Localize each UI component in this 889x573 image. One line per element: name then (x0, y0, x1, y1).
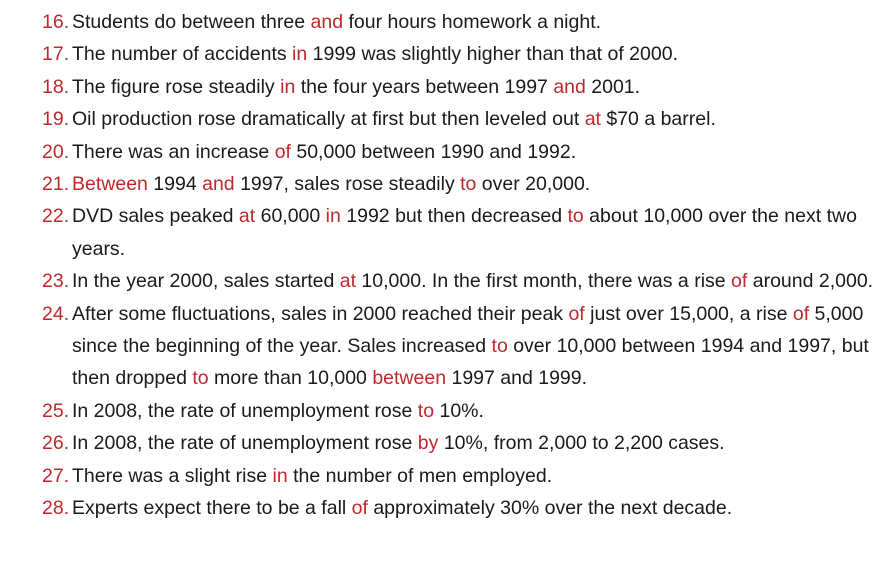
item-number: 27. (42, 464, 70, 487)
sentence-text (72, 6, 882, 38)
text-segment: The number of accidents (72, 43, 293, 66)
item-number: 19. (42, 108, 70, 131)
list-item (42, 492, 882, 524)
sentence-text (72, 200, 882, 265)
text-segment: over 20,000. (476, 173, 591, 196)
text-segment: 50,000 between 1990 and 1992. (290, 140, 577, 163)
list-item (42, 265, 882, 297)
item-number: 16. (42, 11, 70, 33)
highlighted-word: of (568, 302, 585, 325)
text-segment: 10%, from 2,000 to 2,200 cases. (438, 432, 725, 455)
highlighted-word: between (372, 367, 447, 390)
text-segment: Oil production rose dramatically at first but then leveled out (72, 108, 585, 131)
highlighted-word: to (491, 335, 508, 358)
text-segment: the four years between 1997 (295, 75, 554, 98)
highlighted-word: and (310, 11, 344, 33)
text-segment: Students do between three (72, 11, 311, 33)
highlighted-word: in (325, 205, 341, 228)
highlighted-word: at (238, 205, 256, 228)
sentence-list (42, 6, 882, 525)
text-segment: In the year 2000, sales started (72, 270, 340, 293)
list-item (42, 427, 882, 459)
text-segment: 5,000 since the beginning of the year. Sales increased (72, 302, 864, 358)
list-item (42, 103, 882, 135)
highlighted-word: to (417, 399, 435, 422)
text-segment: 10%. (434, 399, 484, 422)
list-item (42, 38, 882, 70)
highlighted-word: of (274, 140, 291, 163)
highlighted-word: of (351, 497, 368, 520)
text-segment: over 10,000 between 1994 and 1997, but then dropped (72, 335, 869, 390)
text-segment: 1997 and 1999. (446, 367, 588, 390)
text-segment: $70 a barrel. (600, 108, 716, 131)
text-segment: the number of men employed. (287, 464, 553, 487)
text-segment: about 10,000 over the next two years. (72, 205, 857, 260)
highlighted-word: and (553, 75, 586, 98)
item-number: 26. (42, 432, 70, 455)
text-segment: four hours homework a night. (343, 11, 602, 33)
text-segment: 10,000. In the first month, there was a rise (356, 270, 732, 293)
highlighted-word: in (272, 464, 288, 487)
text-segment: more than 10,000 (208, 367, 373, 390)
sentence-text (72, 492, 882, 524)
list-item (42, 395, 882, 427)
sentence-text (72, 427, 882, 459)
highlighted-word: of (792, 302, 810, 325)
item-number: 24. (42, 302, 70, 325)
highlighted-word: and (202, 173, 235, 196)
sentence-text (72, 103, 882, 135)
item-number: 20. (42, 140, 70, 163)
sentence-text (72, 395, 882, 427)
sentence-text (72, 71, 882, 103)
item-number: 23. (42, 270, 70, 293)
highlighted-word: of (731, 270, 748, 293)
text-segment: 60,000 (255, 205, 326, 228)
highlighted-word: Between (72, 173, 148, 196)
text-segment: There was a slight rise (72, 464, 273, 487)
item-number: 21. (42, 173, 70, 196)
sentence-text (72, 136, 882, 168)
highlighted-word: at (584, 108, 601, 131)
highlighted-word: by (417, 432, 439, 455)
highlighted-word: at (339, 270, 357, 293)
list-item (42, 168, 882, 200)
sentence-text (72, 168, 882, 200)
item-number: 17. (42, 43, 70, 66)
item-number: 22. (42, 205, 70, 228)
text-segment: There was an increase (72, 140, 275, 163)
text-segment: 1999 was slightly higher than that of 2000. (307, 43, 678, 66)
text-segment: In 2008, the rate of unemployment rose (72, 399, 418, 422)
text-segment: just over 15,000, a rise (584, 302, 793, 325)
item-number: 25. (42, 399, 70, 422)
list-item (42, 298, 882, 395)
text-segment: After some fluctuations, sales in 2000 reached their peak (72, 302, 569, 325)
highlighted-word: in (280, 75, 296, 98)
text-segment: 1994 (147, 173, 203, 196)
item-number: 28. (42, 497, 70, 520)
text-segment: approximately 30% over the next decade. (367, 497, 733, 520)
list-item (42, 71, 882, 103)
list-item (42, 6, 882, 38)
text-segment: 1997, sales rose steadily (234, 173, 461, 196)
text-segment: In 2008, the rate of unemployment rose (72, 432, 418, 455)
highlighted-word: to (460, 173, 477, 196)
text-segment: around 2,000. (747, 270, 874, 293)
sentence-text (72, 265, 882, 297)
text-segment: Experts expect there to be a fall (72, 497, 352, 520)
list-item (42, 136, 882, 168)
text-segment: 1992 but then decreased (340, 205, 568, 228)
list-item (42, 460, 882, 492)
highlighted-word: in (292, 43, 308, 66)
highlighted-word: to (567, 205, 584, 228)
highlighted-word: to (192, 367, 209, 390)
sentence-text (72, 298, 882, 395)
text-segment: The figure rose steadily (72, 75, 281, 98)
item-number: 18. (42, 75, 70, 98)
sentence-text (72, 38, 882, 70)
sentence-text (72, 460, 882, 492)
text-segment: DVD sales peaked (72, 205, 239, 228)
list-item (42, 200, 882, 265)
text-segment: 2001. (585, 75, 641, 98)
